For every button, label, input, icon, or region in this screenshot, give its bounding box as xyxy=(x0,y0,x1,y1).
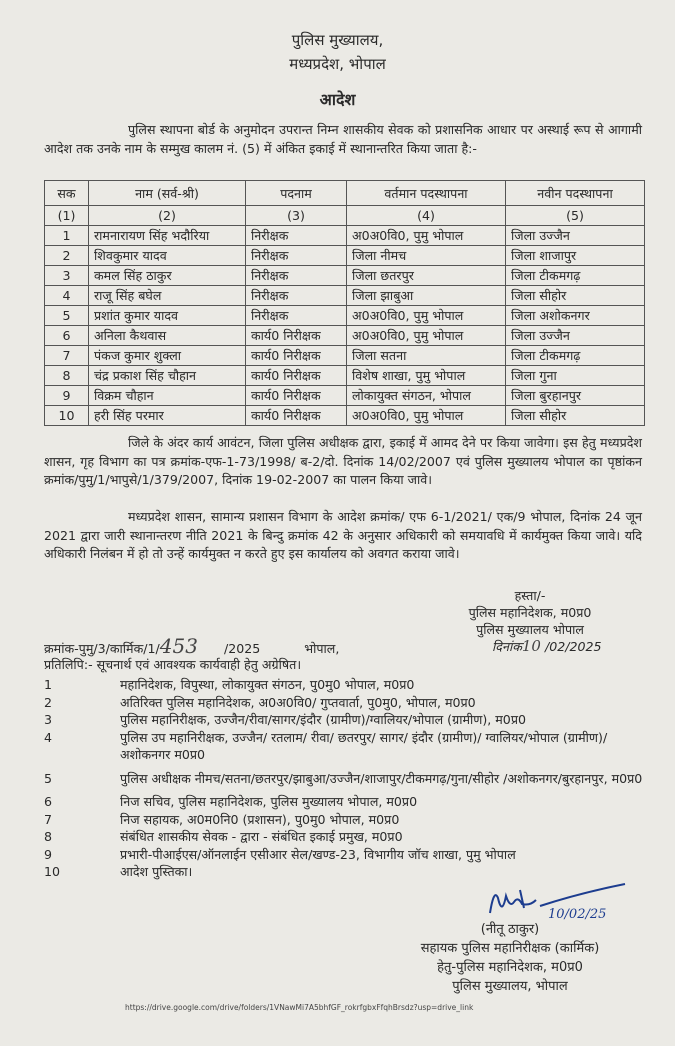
signed-mark: हस्ता/- xyxy=(514,588,546,603)
handwritten-signature xyxy=(480,878,630,923)
table-row xyxy=(45,326,645,346)
name-cell: विक्रम चौहान xyxy=(89,386,246,406)
copy-item-number: 10 xyxy=(44,864,61,879)
copy-item-text: पुलिस महानिरीक्षक, उज्जैन/रीवा/सागर/इंदौर (ग्रामीण)/ग्वालियर/भोपाल (ग्रामीण), म0प्र0 xyxy=(120,712,526,727)
table-header-row xyxy=(45,181,645,206)
office-location: मध्यप्रदेश, भोपाल xyxy=(289,55,386,73)
copy-list-item xyxy=(44,711,644,729)
copy-list-item xyxy=(44,770,644,788)
transfer-table xyxy=(44,180,645,426)
order-year: /2025 xyxy=(223,641,261,656)
designation-cell: निरीक्षक xyxy=(246,266,347,286)
current-posting-cell: अ0अ0वि0, पुमु भोपाल xyxy=(347,406,506,426)
name-cell: शिवकुमार यादव xyxy=(89,246,246,266)
date-month-year: /02/2025 xyxy=(544,639,602,654)
current-posting-cell: अ0अ0वि0, पुमु भोपाल xyxy=(347,326,506,346)
copy-item-text: निज सहायक, अ0म0नि0 (प्रशासन), पु0मु0 भोपाल, म0प्र0 xyxy=(120,811,400,827)
copy-list-item xyxy=(44,811,644,829)
col-header-current-posting: वर्तमान पदस्थापना xyxy=(347,181,506,206)
table-row xyxy=(45,226,645,246)
table-row xyxy=(45,406,645,426)
copy-list-item xyxy=(44,828,644,846)
new-posting-cell: जिला टीकमगढ़ xyxy=(506,346,645,366)
copy-item-text: प्रभारी-पीआईएस/ऑनलाईन एसीआर सेल/खण्ड-23, विभागीय जॉच शाखा, पुमु भोपाल xyxy=(120,846,516,862)
table-row xyxy=(45,366,645,386)
designation-cell: कार्य0 निरीक्षक xyxy=(246,386,347,406)
current-posting-cell: अ0अ0वि0, पुमु भोपाल xyxy=(347,226,506,246)
name-cell: पंकज कुमार शुक्ला xyxy=(89,346,246,366)
copy-list-item xyxy=(44,729,644,764)
serial-cell: 3 xyxy=(45,266,89,286)
current-posting-cell: विशेष शाखा, पुमु भोपाल xyxy=(347,366,506,386)
signatory-for: हेतु-पुलिस महानिदेशक, म0प्र0 xyxy=(437,960,583,975)
name-cell: कमल सिंह ठाकुर xyxy=(89,266,246,286)
designation-cell: कार्य0 निरीक्षक xyxy=(246,406,347,426)
designation-cell: कार्य0 निरीक्षक xyxy=(246,346,347,366)
copy-item-number: 5 xyxy=(44,770,53,786)
current-posting-cell: अ0अ0वि0, पुमु भोपाल xyxy=(347,306,506,326)
table-row xyxy=(45,306,645,326)
designation-cell: निरीक्षक xyxy=(246,246,347,266)
new-posting-cell: जिला शाजापुर xyxy=(506,246,645,266)
paragraph-relieving: मध्यप्रदेश शासन, सामान्य प्रशासन विभाग के आदेश क्रमांक/ एफ 6-1/2021/ एक/9 भोपाल, दिनांक 24 जून 2021 द्वारा जारी स्थानान्तरण नीति 2021 के बिन्दु क्रमांक 42 के अनुसार अधिकारी को समयावधि में कार्यमुक्त किया जावे। यदि अधिकारी निलंबन में हो तो उन्हें कार्यमुक्त न करते हुए इस कार्यालय को अवगत कराया जावे। xyxy=(44,509,642,561)
signatory-name: (नीतू ठाकुर) xyxy=(480,922,540,937)
designation-cell: निरीक्षक xyxy=(246,306,347,326)
designation-cell: निरीक्षक xyxy=(246,226,347,246)
order-number-handwritten: 453 xyxy=(159,634,198,658)
table-row xyxy=(45,346,645,366)
table-row xyxy=(45,246,645,266)
table-row xyxy=(45,266,645,286)
copy-item-text: पुलिस अधीक्षक नीमच/सतना/छतरपुर/झाबुआ/उज्जैन/शाजापुर/टीकमगढ़/गुना/सीहोर /अशोकनगर/बुरहानपुर, म0प्र0 xyxy=(120,770,643,786)
copy-item-number: 6 xyxy=(44,794,53,809)
new-posting-cell: जिला सीहोर xyxy=(506,406,645,426)
copy-item-text: अतिरिक्त पुलिस महानिदेशक, अ0अ0वि0/ गुप्तवार्ता, पु0मु0, भोपाल, म0प्र0 xyxy=(120,694,476,710)
dgp-signature-block xyxy=(430,587,630,638)
serial-cell: 7 xyxy=(45,346,89,366)
serial-cell: 2 xyxy=(45,246,89,266)
signatory-designation: पुलिस महानिदेशक, म0प्र0 xyxy=(468,605,592,620)
intro-paragraph: पुलिस स्थापना बोर्ड के अनुमोदन उपरान्त निम्न शासकीय सेवक को प्रशासनिक आधार पर अस्थाई रूप से आगामी आदेश तक उनके नाम के सम्मुख कालम नं. (5) में अंकित इकाई में स्थानान्तरित किया जाता है:- xyxy=(44,122,642,156)
apb-signature-block xyxy=(380,920,640,996)
designation-cell: कार्य0 निरीक्षक xyxy=(246,326,347,346)
name-cell: अनिला कैथवास xyxy=(89,326,246,346)
name-cell: रामनारायण सिंह भदौरिया xyxy=(89,226,246,246)
new-posting-cell: जिला उज्जैन xyxy=(506,226,645,246)
name-cell: राजू सिंह बघेल xyxy=(89,286,246,306)
new-posting-cell: जिला टीकमगढ़ xyxy=(506,266,645,286)
copy-list xyxy=(44,676,644,881)
copy-list-item xyxy=(44,793,644,811)
order-date xyxy=(492,636,602,657)
current-posting-cell: लोकायुक्त संगठन, भोपाल xyxy=(347,386,506,406)
column-number-row xyxy=(45,206,645,226)
order-number-prefix: क्रमांक-पुमु/3/कार्मिक/1/ xyxy=(44,641,160,656)
copy-item-number: 8 xyxy=(44,829,53,844)
table-row xyxy=(45,386,645,406)
copy-item-text: संबंधित शासकीय सेवक - द्वारा - संबंधित इकाई प्रमुख, म0प्र0 xyxy=(120,829,403,844)
name-cell: हरी सिंह परमार xyxy=(89,406,246,426)
col-header-name: नाम (सर्व-श्री) xyxy=(89,181,246,206)
name-cell: चंद्र प्रकाश सिंह चौहान xyxy=(89,366,246,386)
footer-url[interactable]: https://drive.google.com/drive/folders/1VNawMi7A5bhfGF_rokrfgbxFfqhBrsdz?usp=drive_link xyxy=(125,1003,474,1012)
current-posting-cell: जिला छतरपुर xyxy=(347,266,506,286)
copy-item-text: पुलिस उप महानिरीक्षक, उज्जैन/ रतलाम/ रीवा/ छतरपुर/ सागर/ इंदौर (ग्रामीण)/ ग्वालियर/भोपाल (ग्रामीण)/ अशोकनगर म0प्र0 xyxy=(120,729,608,762)
col-number: (2) xyxy=(89,206,246,226)
paragraph-joining: जिले के अंदर कार्य आवंटन, जिला पुलिस अधीक्षक द्वारा, इकाई में आमद देने पर किया जावेगा। इस हेतु मध्यप्रदेश शासन, गृह विभाग का पत्र क्रमांक-एफ-1-73/1998/ ब-2/दो. दिनांक 14/02/2007 एवं पुलिस मुख्यालय भोपाल का पृष्ठांकन क्रमांक/पुमु/1/भापुसे/1/379/2007, दिनांक 19-02-2007 का पालन किया जावे। xyxy=(44,435,642,487)
new-posting-cell: जिला सीहोर xyxy=(506,286,645,306)
new-posting-cell: जिला बुरहानपुर xyxy=(506,386,645,406)
copy-list-item xyxy=(44,846,644,864)
copy-item-text: महानिदेशक, विपुस्था, लोकायुक्त संगठन, पु0मु0 भोपाल, म0प्र0 xyxy=(120,677,415,692)
signatory-designation: सहायक पुलिस महानिरीक्षक (कार्मिक) xyxy=(420,941,600,956)
order-place: भोपाल, xyxy=(304,641,340,656)
svg-text:10/02/25: 10/02/25 xyxy=(548,907,607,922)
name-cell: प्रशांत कुमार यादव xyxy=(89,306,246,326)
current-posting-cell: जिला झाबुआ xyxy=(347,286,506,306)
signatory-office: पुलिस मुख्यालय, भोपाल xyxy=(452,979,568,994)
serial-cell: 10 xyxy=(45,406,89,426)
copy-item-number: 9 xyxy=(44,846,53,862)
serial-cell: 6 xyxy=(45,326,89,346)
serial-cell: 8 xyxy=(45,366,89,386)
current-posting-cell: जिला सतना xyxy=(347,346,506,366)
copy-intro: प्रतिलिपि:- सूचनार्थ एवं आवश्यक कार्यवाही हेतु अग्रेषित। xyxy=(44,657,302,672)
col-number: (1) xyxy=(45,206,89,226)
new-posting-cell: जिला उज्जैन xyxy=(506,326,645,346)
date-day: 10 xyxy=(521,637,541,655)
col-number: (3) xyxy=(246,206,347,226)
copy-list-item xyxy=(44,694,644,712)
designation-cell: कार्य0 निरीक्षक xyxy=(246,366,347,386)
signatory-office: पुलिस मुख्यालय भोपाल xyxy=(476,622,584,637)
copy-item-number: 7 xyxy=(44,811,53,827)
serial-cell: 4 xyxy=(45,286,89,306)
copy-item-number: 1 xyxy=(44,677,53,692)
serial-cell: 9 xyxy=(45,386,89,406)
serial-cell: 1 xyxy=(45,226,89,246)
current-posting-cell: जिला नीमच xyxy=(347,246,506,266)
col-header-serial: सक xyxy=(45,181,89,206)
date-label: दिनांक xyxy=(492,639,522,654)
copy-item-text: आदेश पुस्तिका। xyxy=(120,864,193,879)
designation-cell: निरीक्षक xyxy=(246,286,347,306)
table-row xyxy=(45,286,645,306)
col-number: (5) xyxy=(506,206,645,226)
copy-item-number: 3 xyxy=(44,712,53,727)
col-header-designation: पदनाम xyxy=(246,181,347,206)
copy-item-text: निज सचिव, पुलिस महानिदेशक, पुलिस मुख्यालय भोपाल, म0प्र0 xyxy=(120,794,418,809)
copy-list-item xyxy=(44,676,644,694)
serial-cell: 5 xyxy=(45,306,89,326)
copy-item-number: 4 xyxy=(44,729,53,745)
new-posting-cell: जिला गुना xyxy=(506,366,645,386)
document-title: आदेश xyxy=(319,90,356,109)
copy-item-number: 2 xyxy=(44,694,53,710)
office-name: पुलिस मुख्यालय, xyxy=(291,31,384,49)
col-header-new-posting: नवीन पदस्थापना xyxy=(506,181,645,206)
col-number: (4) xyxy=(347,206,506,226)
new-posting-cell: जिला अशोकनगर xyxy=(506,306,645,326)
